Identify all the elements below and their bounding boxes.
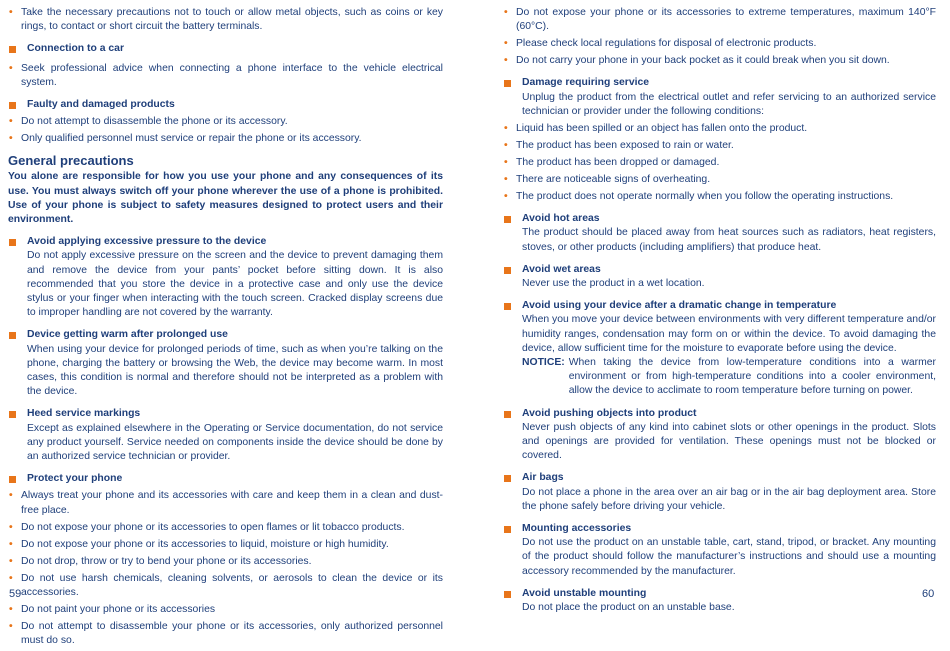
- bullet-dot-icon: •: [9, 133, 13, 145]
- section-body: Do not use the product on an unstable table, cart, stand, tripod, or bracket. Any mounting of the product should follow the manufacturer’s instructions and should use a mounting accessory recommended by the manufacturer.: [522, 537, 936, 577]
- section-body: Never push objects of any kind into cabinet slots or other openings in the product. Slots and openings are provided for ventilation. These openings must not be blocked or covered.: [522, 421, 936, 462]
- section-mounting-accessories: [503, 522, 936, 579]
- section-body: Do not place a phone in the area over an air bag or in the air bag deployment area. Store the phone safely before driving your vehicle.: [522, 486, 936, 512]
- bullet-item: • The product has been exposed to rain or water.: [503, 139, 936, 153]
- bullet-dot-icon: •: [504, 157, 508, 169]
- bullet-item: • The product does not operate normally when you follow the operating instructions.: [503, 190, 936, 204]
- page-number-right: 60: [922, 588, 935, 600]
- bullet-dot-icon: •: [9, 555, 13, 567]
- square-bullet-icon: [504, 411, 511, 418]
- section-heading: Faulty and damaged products: [8, 98, 443, 112]
- square-bullet-icon: [9, 411, 16, 418]
- square-bullet-icon: [504, 267, 511, 274]
- section-connection-to-car: [8, 42, 443, 56]
- section-heading: Avoid pushing objects into product: [503, 407, 936, 421]
- bullet-dot-icon: •: [9, 620, 13, 632]
- section-device-warm: [8, 328, 443, 399]
- bullet-dot-icon: •: [504, 55, 508, 67]
- section-heading: Air bags: [503, 471, 936, 485]
- notice-block: [503, 356, 936, 399]
- page-number-left: 59: [9, 588, 22, 600]
- bullet-dot-icon: •: [9, 603, 13, 615]
- square-bullet-icon: [504, 591, 511, 598]
- section-heading: Connection to a car: [8, 42, 443, 56]
- section-hot-areas: [503, 212, 936, 255]
- bullet-item: • Do not attempt to disassemble your phone or its accessories, only authorized personnel must do so.: [9, 620, 443, 647]
- bullet-dot-icon: •: [9, 490, 13, 502]
- section-body: Never use the product in a wet location.: [522, 278, 705, 290]
- section-air-bags: [503, 471, 936, 514]
- bullet-dot-icon: •: [9, 62, 13, 74]
- section-body: When using your device for prolonged periods of time, such as when you’re talking on the phone, charging the battery or browsing the Web, the device may become warm. In most cases, this condition is normal and therefore should not be interpreted as a problem with the device.: [27, 343, 443, 398]
- notice-label: NOTICE:: [522, 357, 565, 369]
- bullet-dot-icon: •: [9, 572, 13, 584]
- right-page-column: [503, 6, 936, 615]
- bullet-item: • Take the necessary precautions not to touch or allow metal objects, such as coins or key rings, to contact or short circuit the battery terminals.: [9, 7, 443, 33]
- square-bullet-icon: [504, 216, 511, 223]
- bullet-dot-icon: •: [504, 174, 508, 186]
- section-body: The product should be placed away from heat sources such as radiators, heat registers, stoves, or other products (including amplifiers) that produce heat.: [522, 227, 936, 253]
- bullet-item: • Liquid has been spilled or an object has fallen onto the product.: [503, 122, 936, 136]
- section-wet-areas: [503, 263, 936, 291]
- section-faulty-damaged: [8, 98, 443, 112]
- section-heading: Avoid wet areas: [503, 263, 936, 277]
- bullet-item: • Do not paint your phone or its accessories: [8, 603, 443, 617]
- notice-text: When taking the device from low-temperature conditions into a warmer environment or from high-temperature conditions into a cooler environment, allow the device to acclimate to room temperature before turning on power.: [568, 357, 936, 397]
- section-body: Unplug the product from the electrical outlet and refer servicing to an authorized service technician or provider under the following conditions:: [522, 91, 936, 117]
- section-heading: Avoid using your device after a dramatic change in temperature: [503, 299, 936, 313]
- general-precautions-title: General precautions: [8, 153, 134, 169]
- section-heading: Avoid hot areas: [503, 212, 936, 226]
- square-bullet-icon: [9, 476, 16, 483]
- bullet-dot-icon: •: [504, 140, 508, 152]
- section-heading: Heed service markings: [8, 407, 443, 421]
- bullet-item: • Do not expose your phone or its accessories to liquid, moisture or high humidity.: [8, 538, 443, 552]
- square-bullet-icon: [504, 303, 511, 310]
- section-heading: Device getting warm after prolonged use: [8, 328, 443, 342]
- section-unstable-mounting: [503, 587, 936, 615]
- section-temperature-change: [503, 299, 936, 398]
- bullet-item: • Always treat your phone and its accessories with care and keep them in a clean and dust-free place.: [9, 490, 443, 516]
- bullet-dot-icon: •: [9, 116, 13, 128]
- section-body: Except as explained elsewhere in the Operating or Service documentation, do not service any product yourself. Service needed on components inside the device should be done by an authorized service technician or provider.: [27, 422, 443, 463]
- bullet-item: • Seek professional advice when connecting a phone interface to the vehicle electrical system.: [9, 62, 443, 88]
- bullet-item: • Only qualified personnel must service or repair the phone or its accessory.: [8, 132, 443, 146]
- square-bullet-icon: [504, 526, 511, 533]
- bullet-dot-icon: •: [504, 7, 508, 18]
- bullet-item: • Do not drop, throw or try to bend your phone or its accessories.: [8, 555, 443, 569]
- section-heading: Avoid unstable mounting: [503, 587, 936, 601]
- bullet-item: • Do not use harsh chemicals, cleaning solvents, or aerosols to clean the device or its accessories.: [9, 572, 443, 598]
- square-bullet-icon: [9, 46, 16, 53]
- square-bullet-icon: [504, 80, 511, 87]
- bullet-item: • Do not expose your phone or its accessories to open flames or lit tobacco products.: [8, 521, 443, 535]
- section-pushing-objects: [503, 407, 936, 464]
- section-heading: Protect your phone: [8, 472, 443, 486]
- square-bullet-icon: [9, 239, 16, 246]
- bullet-item: • The product has been dropped or damaged.: [503, 156, 936, 170]
- left-page-column: [8, 6, 443, 651]
- bullet-item: • Please check local regulations for disposal of electronic products.: [503, 37, 936, 51]
- bullet-dot-icon: •: [9, 538, 13, 550]
- bullet-dot-icon: •: [9, 521, 13, 533]
- section-heading: Mounting accessories: [503, 522, 936, 536]
- bullet-dot-icon: •: [504, 191, 508, 203]
- bullet-item: • Do not carry your phone in your back pocket as it could break when you sit down.: [503, 54, 936, 68]
- section-excessive-pressure: [8, 235, 443, 320]
- bullet-item: • Do not attempt to disassemble the phone or its accessory.: [8, 115, 443, 129]
- square-bullet-icon: [9, 102, 16, 109]
- section-body: Do not apply excessive pressure on the screen and the device to prevent damaging them and remove the device from your pants’ pocket before sitting down. It is also recommended that you store the device in a protective case and only use the device stylus or your finger when interacting with the touch screen. Cracked display screens due to improper handling are not covered by the warranty.: [27, 250, 443, 319]
- section-damage-requiring-service: [503, 76, 936, 119]
- bullet-dot-icon: •: [9, 7, 13, 18]
- section-body: When you move your device between environments with very different temperature and/or humidity ranges, condensation may form on or within the device. To avoid damaging the device, allow sufficient time for the moisture to evaporate before using the device.: [522, 314, 936, 354]
- bullet-item: • There are noticeable signs of overheating.: [503, 173, 936, 187]
- bullet-item: • Do not expose your phone or its accessories to extreme temperatures, maximum 140°F (60°C).: [504, 7, 936, 33]
- square-bullet-icon: [504, 475, 511, 482]
- general-precautions-intro: You alone are responsible for how you use your phone and any consequences of its use. You must always switch off your phone wherever the use of a phone is prohibited. Use of your phone is subject to safety measures designed to protect users and their environment.: [8, 171, 443, 226]
- bullet-dot-icon: •: [504, 38, 508, 50]
- square-bullet-icon: [9, 332, 16, 339]
- section-protect-phone: [8, 472, 443, 486]
- section-body: Do not place the product on an unstable base.: [522, 602, 735, 614]
- section-service-markings: [8, 407, 443, 464]
- section-heading: Damage requiring service: [503, 76, 936, 90]
- section-heading: Avoid applying excessive pressure to the device: [8, 235, 443, 249]
- bullet-dot-icon: •: [504, 123, 508, 135]
